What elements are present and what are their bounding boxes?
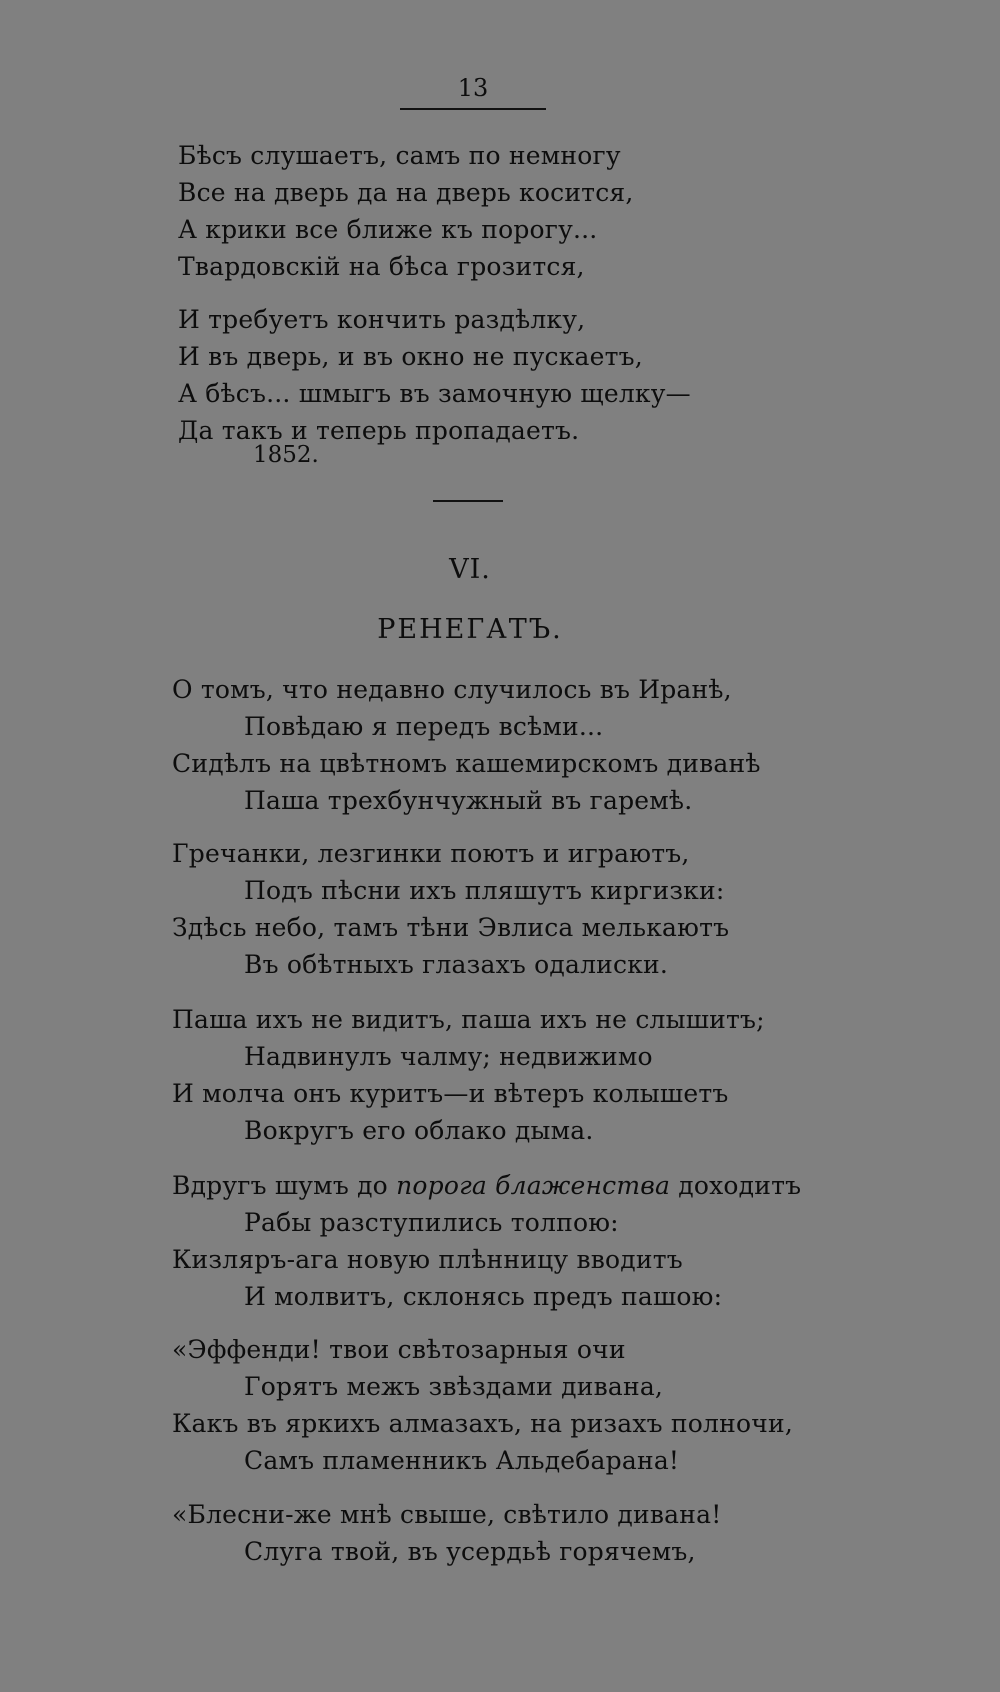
verse-line: Надвинулъ чалму; недвижимо [244, 1042, 653, 1071]
verse-line: Твардовскій на бѣса грозится, [178, 252, 585, 281]
verse-line: Горятъ межъ звѣздами дивана, [244, 1372, 664, 1401]
poem-stanza-5 [172, 1331, 1000, 1479]
poem-stanza-2 [172, 835, 1000, 983]
page-number: 13 [457, 74, 489, 102]
verse-line: А крики все ближе къ порогу... [178, 215, 598, 244]
verse-line: Паша трехбунчужный въ гаремѣ. [244, 786, 693, 815]
verse-line: Паша ихъ не видитъ, паша ихъ не слышитъ; [172, 1005, 765, 1034]
verse-line: Бѣсъ слушаетъ, самъ по немногу [178, 141, 621, 170]
verse-line: Рабы разступились толпою: [244, 1208, 619, 1237]
verse-line: И молвитъ, склонясь предъ пашою: [244, 1282, 723, 1311]
section-divider [433, 500, 503, 502]
section-number: VI. [449, 554, 491, 585]
verse-line: Здѣсь небо, тамъ тѣни Эвлиса мелькаютъ [172, 913, 730, 942]
verse-line: Гречанки, лезгинки поютъ и играютъ, [172, 839, 690, 868]
header-rule [400, 108, 546, 110]
emphasized-phrase: порога блаженства [396, 1171, 671, 1200]
poem-stanza-6 [172, 1496, 1000, 1570]
verse-line: Въ обѣтныхъ глазахъ одалиски. [244, 950, 669, 979]
poem-stanza-4 [172, 1167, 1000, 1315]
stanza-top-2 [178, 301, 1000, 449]
verse-line: И въ дверь, и въ окно не пускаетъ, [178, 342, 643, 371]
verse-line: И требуетъ кончить раздѣлку, [178, 305, 586, 334]
verse-line: Какъ въ яркихъ алмазахъ, на ризахъ полночи, [172, 1409, 793, 1438]
verse-line: И молча онъ куритъ—и вѣтеръ колышетъ [172, 1079, 729, 1108]
verse-line: «Блесни-же мнѣ свыше, свѣтило дивана! [172, 1500, 722, 1529]
verse-line: Слуга твой, въ усердьѣ горячемъ, [244, 1537, 696, 1566]
verse-line: О томъ, что недавно случилось въ Иранѣ, [172, 675, 732, 704]
verse-line [172, 1167, 1000, 1204]
stanza-top-1 [178, 137, 1000, 285]
verse-line: Повѣдаю я передъ всѣми... [244, 712, 604, 741]
verse-line: Кизляръ-ага новую плѣнницу вводитъ [172, 1245, 683, 1274]
poem-date: 1852. [253, 442, 319, 468]
poem-title: РЕНЕГАТЪ. [377, 614, 563, 645]
verse-line: «Эффенди! твои свѣтозарныя очи [172, 1335, 626, 1364]
verse-text: доходитъ [670, 1171, 802, 1200]
poem-stanza-1 [172, 671, 1000, 819]
verse-line: Да такъ и теперь пропадаетъ. [178, 416, 580, 445]
verse-line: Все на дверь да на дверь косится, [178, 178, 634, 207]
poem-stanza-3 [172, 1001, 1000, 1149]
verse-line: Самъ пламенникъ Альдебарана! [244, 1446, 680, 1475]
verse-line: Сидѣлъ на цвѣтномъ кашемирскомъ диванѣ [172, 749, 761, 778]
verse-line: Вокругъ его облако дыма. [244, 1116, 594, 1145]
verse-line: А бѣсъ... шмыгъ въ замочную щелку— [178, 379, 691, 408]
verse-text: Вдругъ шумъ до [172, 1171, 397, 1200]
verse-line: Подъ пѣсни ихъ пляшутъ киргизки: [244, 876, 725, 905]
